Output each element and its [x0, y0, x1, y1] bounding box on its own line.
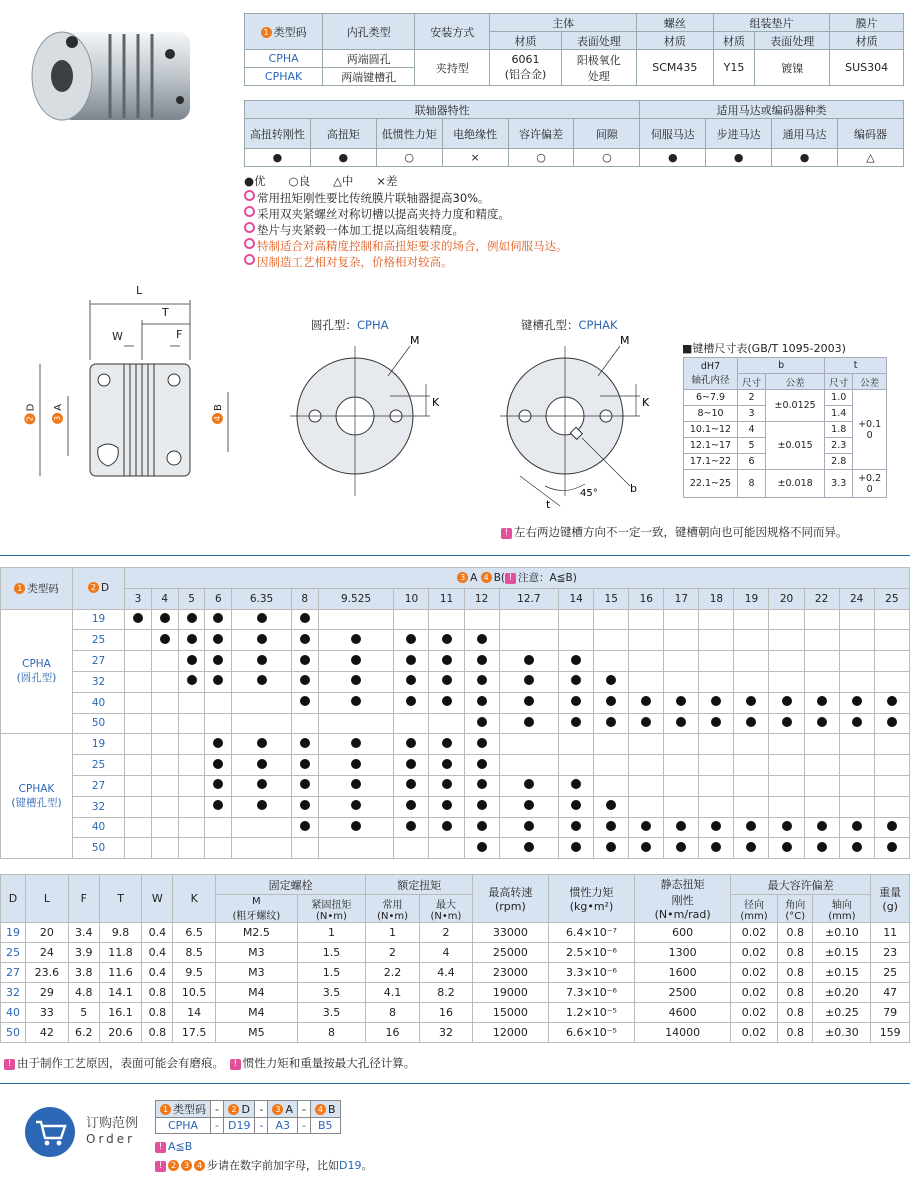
- available-dot: [442, 738, 452, 748]
- available-dot: [213, 738, 223, 748]
- bore-col: 11: [429, 588, 464, 609]
- available-dot: [746, 821, 756, 831]
- available-dot: [782, 821, 792, 831]
- available-dot: [351, 759, 361, 769]
- product-photo: [20, 14, 220, 134]
- feature-table: 联轴器特性 适用马达或编码器种类 高扭转刚性 高扭矩 低惯性力矩 电绝缘性 容许偏差 间隙 伺服马达 步进马达 通用马达 编码器 ● ● ○ × ○ ○ ● ● ● △: [244, 100, 904, 167]
- dim-notes: ! 由于制作工艺原因，表面可能会有磨痕。 ! 惯性力矩和重量按最大孔径计算。: [4, 1055, 415, 1071]
- available-dot: [524, 717, 534, 727]
- available-dot: [817, 717, 827, 727]
- available-dot: [406, 759, 416, 769]
- feature-col: 步进马达: [706, 119, 772, 149]
- label-b: b: [630, 482, 637, 495]
- available-dot: [442, 655, 452, 665]
- matrix-row: 25: [1, 630, 910, 651]
- available-dot: [213, 675, 223, 685]
- available-dot: [300, 675, 310, 685]
- bore-col: 6.35: [232, 588, 292, 609]
- available-dot: [606, 821, 616, 831]
- available-dot: [524, 842, 534, 852]
- feature-mark: ●: [640, 149, 706, 167]
- matrix-row: CPHA (圆孔型) 19: [1, 609, 910, 630]
- available-dot: [711, 821, 721, 831]
- bore-col: 9.525: [318, 588, 394, 609]
- dimension-row: 27 23.6 3.8 11.6 0.4 9.5 M3 1.5 2.2 4.4 23000 3.3×10⁻⁶ 1600 0.02 0.8 ±0.15 25: [1, 963, 910, 983]
- matrix-row: 27: [1, 651, 910, 672]
- round-hole-drawing: [290, 336, 460, 506]
- bore-col: 4: [151, 588, 178, 609]
- available-dot: [676, 717, 686, 727]
- feature-col: 通用马达: [772, 119, 838, 149]
- feature-col: 编码器: [838, 119, 904, 149]
- available-dot: [524, 696, 534, 706]
- available-dot: [300, 634, 310, 644]
- available-dot: [746, 842, 756, 852]
- label-angle: 45°: [580, 488, 598, 499]
- order-box: 订购范例 Order: [0, 1083, 910, 1184]
- available-dot: [213, 759, 223, 769]
- available-dot: [213, 655, 223, 665]
- dim-W: W: [112, 330, 123, 343]
- bore-col: 17: [664, 588, 699, 609]
- available-dot: [213, 800, 223, 810]
- available-dot: [711, 696, 721, 706]
- bore-col: 10: [394, 588, 429, 609]
- available-dot: [887, 821, 897, 831]
- available-dot: [442, 779, 452, 789]
- cart-icon: [24, 1106, 76, 1158]
- available-dot: [571, 675, 581, 685]
- dim-T: T: [162, 306, 169, 319]
- available-dot: [300, 738, 310, 748]
- available-dot: [406, 634, 416, 644]
- available-dot: [571, 696, 581, 706]
- keyway-drawing: [500, 336, 678, 516]
- label-M-key: M: [620, 336, 630, 347]
- available-dot: [351, 655, 361, 665]
- available-dot: [477, 759, 487, 769]
- available-dot: [351, 675, 361, 685]
- feature-col: 低惯性力矩: [376, 119, 442, 149]
- available-dot: [606, 842, 616, 852]
- dim-L: L: [136, 284, 143, 297]
- feature-mark: ×: [442, 149, 508, 167]
- bore-col: 16: [629, 588, 664, 609]
- matrix-row: 50: [1, 713, 910, 734]
- available-dot: [524, 800, 534, 810]
- available-dot: [477, 696, 487, 706]
- matrix-row: CPHAK (键槽孔型) 19: [1, 734, 910, 755]
- available-dot: [187, 675, 197, 685]
- spec-table: 1 类型码 内孔类型 安装方式 主体 螺丝 组装垫片 膜片 材质 表面处理 材质 材质 表面处理 材质 CPHA 两端圆孔 夹持型 6061 (铝合金) 阳极氧化 处理 SCM435 Y15 镀镍 SUS304 CPHAK 两端键槽孔: [244, 13, 904, 86]
- dimension-row: 40 33 5 16.1 0.8 14 M4 3.5 8 16 15000 1.2×10⁻⁵ 4600 0.02 0.8 ±0.25 79: [1, 1003, 910, 1023]
- feature-mark: ○: [376, 149, 442, 167]
- available-dot: [852, 842, 862, 852]
- note-highlight: 特制适合对高精度控制和高扭矩要求的场合，例如伺服马达。: [244, 238, 568, 254]
- feature-mark: ○: [574, 149, 640, 167]
- key-table: dH7 轴孔内径 b t 尺寸 公差 尺寸 公差 6~7.9 2 ±0.0125 1.0 +0.1 0 8~10 3 1.4 10.1~12 4 ±0.015 1.8 12.1~17 5 2.3 17.1~22 6 2.8 22.1~25 8 ±0.018 3.3 +0.2 0: [683, 357, 887, 498]
- order-note-1: ! A≦B: [155, 1140, 192, 1153]
- available-dot: [300, 613, 310, 623]
- note: 采用双夹紧螺丝对称切槽以提高夹持力度和精度。: [244, 206, 510, 222]
- bore-col: 5: [178, 588, 205, 609]
- matrix-row: 27: [1, 775, 910, 796]
- bore-col: 12: [464, 588, 499, 609]
- available-dot: [477, 655, 487, 665]
- feature-mark: ●: [310, 149, 376, 167]
- available-dot: [442, 821, 452, 831]
- available-dot: [257, 800, 267, 810]
- available-dot: [477, 634, 487, 644]
- available-dot: [406, 675, 416, 685]
- available-dot: [887, 717, 897, 727]
- available-dot: [676, 842, 686, 852]
- available-dot: [606, 675, 616, 685]
- order-note-2: ! 2 3 4 步请在数字前加字母，比如D19。: [155, 1157, 372, 1173]
- available-dot: [406, 821, 416, 831]
- matrix-row: 40: [1, 817, 910, 838]
- available-dot: [477, 842, 487, 852]
- available-dot: [300, 821, 310, 831]
- available-dot: [524, 821, 534, 831]
- bore-col: 12.7: [499, 588, 559, 609]
- matrix-row: 32: [1, 671, 910, 692]
- available-dot: [442, 696, 452, 706]
- available-dot: [442, 675, 452, 685]
- bore-col: 22: [804, 588, 839, 609]
- available-dot: [852, 821, 862, 831]
- available-dot: [571, 779, 581, 789]
- available-dot: [406, 779, 416, 789]
- available-dot: [524, 675, 534, 685]
- available-dot: [746, 696, 756, 706]
- available-dot: [351, 696, 361, 706]
- note: 常用扭矩刚性要比传统膜片联轴器提高30%。: [244, 190, 490, 206]
- available-dot: [133, 613, 143, 623]
- available-dot: [406, 696, 416, 706]
- available-dot: [300, 759, 310, 769]
- dim-F: F: [176, 328, 183, 341]
- available-dot: [351, 779, 361, 789]
- available-dot: [477, 821, 487, 831]
- available-dot: [606, 696, 616, 706]
- bore-col: 19: [734, 588, 769, 609]
- available-dot: [887, 696, 897, 706]
- available-dot: [641, 842, 651, 852]
- available-dot: [571, 717, 581, 727]
- dimension-row: 25 24 3.9 11.8 0.4 8.5 M3 1.5 2 4 25000 2.5×10⁻⁶ 1300 0.02 0.8 ±0.15 23: [1, 943, 910, 963]
- available-dot: [213, 634, 223, 644]
- dimension-row: 19 20 3.4 9.8 0.4 6.5 M2.5 1 1 2 33000 6.4×10⁻⁷ 600 0.02 0.8 ±0.10 11: [1, 923, 910, 943]
- available-dot: [351, 800, 361, 810]
- feature-col: 伺服马达: [640, 119, 706, 149]
- available-dot: [257, 779, 267, 789]
- legend: ●优 ○良 △中 ×差: [244, 174, 398, 188]
- available-dot: [711, 717, 721, 727]
- available-dot: [300, 655, 310, 665]
- feature-mark: ●: [245, 149, 311, 167]
- available-dot: [213, 779, 223, 789]
- available-dot: [524, 655, 534, 665]
- bore-col: 3: [125, 588, 152, 609]
- available-dot: [606, 800, 616, 810]
- available-dot: [300, 696, 310, 706]
- available-dot: [213, 613, 223, 623]
- available-dot: [300, 800, 310, 810]
- available-dot: [257, 675, 267, 685]
- available-dot: [711, 842, 721, 852]
- available-dot: [257, 655, 267, 665]
- available-dot: [746, 717, 756, 727]
- feature-mark: ●: [706, 149, 772, 167]
- available-dot: [676, 821, 686, 831]
- available-dot: [257, 759, 267, 769]
- available-dot: [477, 800, 487, 810]
- available-dot: [406, 738, 416, 748]
- available-dot: [676, 696, 686, 706]
- bore-col: 14: [559, 588, 594, 609]
- available-dot: [524, 779, 534, 789]
- available-dot: [887, 842, 897, 852]
- note: 垫片与夹紧毂一体加工提以高组装精度。: [244, 222, 464, 238]
- bore-col: 18: [699, 588, 734, 609]
- bore-col: 6: [205, 588, 232, 609]
- feature-col: 间隙: [574, 119, 640, 149]
- available-dot: [406, 655, 416, 665]
- dimension-row: 50 42 6.2 20.6 0.8 17.5 M5 8 16 32 12000 6.6×10⁻⁵ 14000 0.02 0.8 ±0.30 159: [1, 1023, 910, 1043]
- label-K: K: [432, 396, 440, 409]
- available-dot: [300, 779, 310, 789]
- feature-mark: ○: [508, 149, 574, 167]
- available-dot: [571, 821, 581, 831]
- available-dot: [782, 717, 792, 727]
- available-dot: [606, 717, 616, 727]
- feature-col: 高扭矩: [310, 119, 376, 149]
- available-dot: [477, 675, 487, 685]
- availability-matrix: 1 类型码 2 D 3 A 4 B( ! 注意：A≦B) 3 4 5 6 6.35 8 9.525 10 11 12 12.7 14 15 16 17 18 19 20 22 24 25 CPHA (圆孔型) 19 25 27 32 40 50 CPHAK (键槽孔型) 19 25 27 32 40 50: [0, 567, 910, 859]
- available-dot: [571, 842, 581, 852]
- dimension-table: D L F T W K 固定螺栓 额定扭矩 最高转速 (rpm) 惯性力矩 (kg•m²) 静态扭矩 刚性 (N•m/rad) 最大容许偏差 重量 (g) M (粗牙螺纹) 紧固扭矩 (N•m) 常用 (N•m) 最大 (N•m) 径向 (mm) 角向 (°C) 轴向 (mm) 19 20 3.4 9.8 0.4 6.5 M2.5 1 1 2 33000 6.4×10⁻⁷ 600 0.02 0.8 ±0.10 11 25 24 3.9 11.8 0.4 8.5 M3 1.5 2 4 25000 2.5×10⁻⁶ 1300 0.02 0.8 ±0.15 23 27 23.6 3.8 11.6 0.4 9.5 M3 1.5 2.2 4.4 23000 3.3×10⁻⁶ 1600 0.02 0.8 ±0.15 25 32 29 4.8 14.1 0.8 10.5 M4 3.5 4.1 8.2 19000 7.3×10⁻⁶ 2500 0.02 0.8 ±0.20 47 40 33 5 16.1 0.8 14 M4 3.5 8 16 15000 1.2×10⁻⁵ 4600 0.02 0.8 ±0.25 79 50 42 6.2 20.6 0.8 17.5 M5 8 16 32 12000 6.6×10⁻⁵ 14000 0.02 0.8 ±0.30 159: [0, 874, 910, 1043]
- key-table-title: ■键槽尺寸表(GB/T 1095-2003): [682, 342, 846, 355]
- bore-col: 15: [594, 588, 629, 609]
- available-dot: [641, 821, 651, 831]
- note-highlight: 因制造工艺相对复杂，价格相对较高。: [244, 254, 453, 270]
- available-dot: [442, 800, 452, 810]
- bore-col: 25: [874, 588, 909, 609]
- available-dot: [477, 738, 487, 748]
- matrix-row: 50: [1, 838, 910, 859]
- matrix-row: 32: [1, 796, 910, 817]
- side-view-drawing: [20, 280, 245, 500]
- available-dot: [782, 696, 792, 706]
- available-dot: [641, 696, 651, 706]
- dimension-row: 32 29 4.8 14.1 0.8 10.5 M4 3.5 4.1 8.2 19000 7.3×10⁻⁶ 2500 0.02 0.8 ±0.20 47: [1, 983, 910, 1003]
- available-dot: [817, 821, 827, 831]
- available-dot: [817, 696, 827, 706]
- feature-mark: ●: [772, 149, 838, 167]
- available-dot: [852, 717, 862, 727]
- available-dot: [351, 821, 361, 831]
- available-dot: [641, 717, 651, 727]
- available-dot: [477, 717, 487, 727]
- available-dot: [187, 613, 197, 623]
- available-dot: [257, 634, 267, 644]
- available-dot: [187, 634, 197, 644]
- feature-mark: △: [838, 149, 904, 167]
- available-dot: [571, 800, 581, 810]
- top-section: 1 类型码 内孔类型 安装方式 主体 螺丝 组装垫片 膜片 材质 表面处理 材质 材质 表面处理 材质 CPHA 两端圆孔 夹持型 6061 (铝合金) 阳极氧化 处理 SCM435 Y15 镀镍 SUS304 CPHAK 两端键槽孔 联轴器特性 适用马达或编码器种类 高扭转刚性 高扭矩 低惯性力矩 电绝缘性 容许偏差 间隙 伺服马达 步进马达 通用马达 编码器 ● ● ○ × ○ ○ ● ● ● △ ●优 ○良 △中 ×差 常用扭矩刚性要比传统膜片联轴器提高30%。 采用双夹紧螺丝对称切槽以提高夹持力度和精度。 垫片与夹紧毂一体加工提以高组装精度。 特制适合对高精度控制和高扭矩要求的场合，例如伺服马达。 因制造工艺相对复杂，价格相对较高。 L T W F 2D 3A 4B 圆孔型：CPHA M K 键槽孔型：CPHAK M K b t 45° ■键槽尺寸表(GB/T 1095-2003) dH7 轴孔内径 b t 尺寸 公差 尺寸 公差 6~7.9 2 ±0.0125 1.0 +0.1 0 8~10 3 1.4 10.1~12 4 ±0.015 1.8 12.1~17 5 2.3 17.1~22 6 2.8 22.1~25 8 ±0.018 3.3 +0.2 0 ! 左右两边键槽方向不一定一致，键槽朝向也可能因规格不同而异。: [0, 0, 910, 556]
- matrix-row: 25: [1, 755, 910, 776]
- matrix-row: 40: [1, 692, 910, 713]
- available-dot: [406, 800, 416, 810]
- feature-col: 容许偏差: [508, 119, 574, 149]
- bore-col: 24: [839, 588, 874, 609]
- available-dot: [477, 779, 487, 789]
- available-dot: [571, 655, 581, 665]
- available-dot: [257, 613, 267, 623]
- available-dot: [160, 613, 170, 623]
- bore-col: 20: [769, 588, 804, 609]
- label-M: M: [410, 336, 420, 347]
- key-note: ! 左右两边键槽方向不一定一致，键槽朝向也可能因规格不同而异。: [501, 524, 848, 540]
- feature-col: 高扭转刚性: [245, 119, 311, 149]
- available-dot: [782, 842, 792, 852]
- available-dot: [442, 634, 452, 644]
- available-dot: [351, 738, 361, 748]
- label-K-key: K: [642, 396, 650, 409]
- available-dot: [442, 759, 452, 769]
- feature-col: 电绝缘性: [442, 119, 508, 149]
- available-dot: [351, 634, 361, 644]
- order-example: 1 类型码 - 2 D - 3 A - 4 B CPHA - D19 - A3 - B5: [155, 1100, 341, 1134]
- available-dot: [160, 634, 170, 644]
- label-t: t: [546, 498, 551, 511]
- available-dot: [817, 842, 827, 852]
- bore-col: 8: [291, 588, 318, 609]
- available-dot: [852, 696, 862, 706]
- available-dot: [187, 655, 197, 665]
- available-dot: [257, 738, 267, 748]
